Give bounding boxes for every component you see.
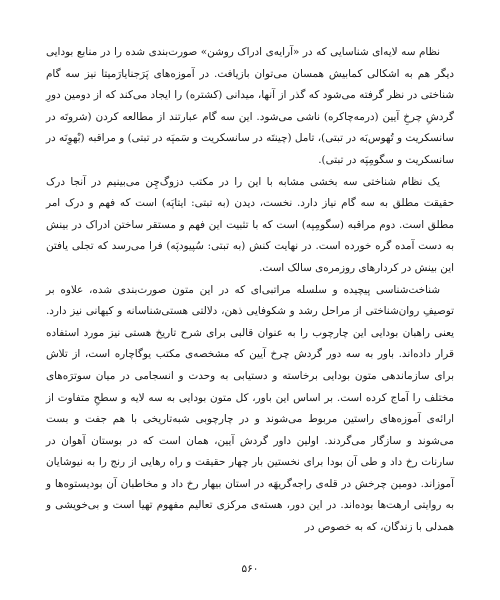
page-number: ۵۶۰ <box>241 563 259 575</box>
paragraph-2: یک نظام شناختی سه بخشی مشابه با این را در مکتب دزوگ‌چِن می‌بینیم در آنجا درک حقیقت مطلق به سه گام نیاز دارد. نخست، دیدن (به تبتی: ایتاپَه) است که فهم و درک امر مطلق است. دوم مراقبه (سگومِپه) است که با تثبیت این فهم و مستقر ساختن ادراک در بینش به دست آمده گره خورده است. در نهایت کنش (به تبتی: سُپیودپَه) فرا می‌رسد که تجلی یافتن این بینش در کردارهای روزمره‌ی سالک است. <box>46 175 454 274</box>
paragraph-3: شناخت‌شناسی پیچیده و سلسله مراتبی‌ای که در این متون صورت‌بندی شده، علاوه بر توصیفِ روان‌شناختی از مراحل رشد و شکوفایی ذهن، دلالتی هستی‌شناسانه و کیهانی نیز دارد. یعنی راهبان بودایی این چارچوب را به عنوان قالبی برای شرح تاریخ هستی نیز مورد استفاده قرار داده‌اند. باور به سه دور گردش چرخ آیین که مشخصه‌ی مکتب یوگاچاره است، از تلاش برای سازماندهی متون بودایی برخاسته و دستیابی به وحدت و انسجامی در میان سوترَه‌های مختلف را آماج کرده است. بر اساس این باور، کل متون بودایی به سه لایه و سطحِ متفاوت از ارائه‌ی آموزه‌های راستین مربوط می‌شوند و در چارچوبی شبه‌تاریخی با هم جفت و بست می‌شوند و سازگار می‌گردند. اولین داور گردش آیین، همان است که در بوستان آهوان در سارنات رخ داد و طی آن بودا برای نخستین بار چهار حقیقت و راه رهایی از رنج را به نیوشایان آموزاند. دومین چرخش در قله‌ی راجه‌گریهَه در استان بیهار رخ داد و مخاطبان آن بودیستوه‌ها و به روایتی ارهت‌ها بوده‌اند. در این دور، هسته‌ی مرکزی تعالیم مفهوم تهیا است و بی‌خویشی و همدلی با زندگان، که به خصوص در <box>46 283 454 534</box>
paragraph-1: نظام سه لایه‌ای شناسایی که در «آرایه‌ی ادراک روشن» صورت‌بندی شده را در منابع بودایی دیگر هم به اشکالی کمابیش همسان می‌توان بازیافت. در آموزه‌های پَرَجنایارَمیتا نیز سه گام شناختی در نظر گرفته می‌شود که گذر از آنها، میدانی (کشتره) را ایجاد می‌کند که از دومین دورِ گردشِ چرخِ آیین (درمه‌چاکره) ناشی می‌شود. این سه گام عبارتند از مطالعه کردن (شروتَه در سانسکریت و تُهوس‌بَه در تبتی)، تامل (چینتَه در سانسکریت و سَمپَه در تبتی) و مراقبه (بْهوِنَه در سانسکریت و سگومِپَه در تبتی). <box>46 46 454 166</box>
body-text <box>46 42 454 539</box>
